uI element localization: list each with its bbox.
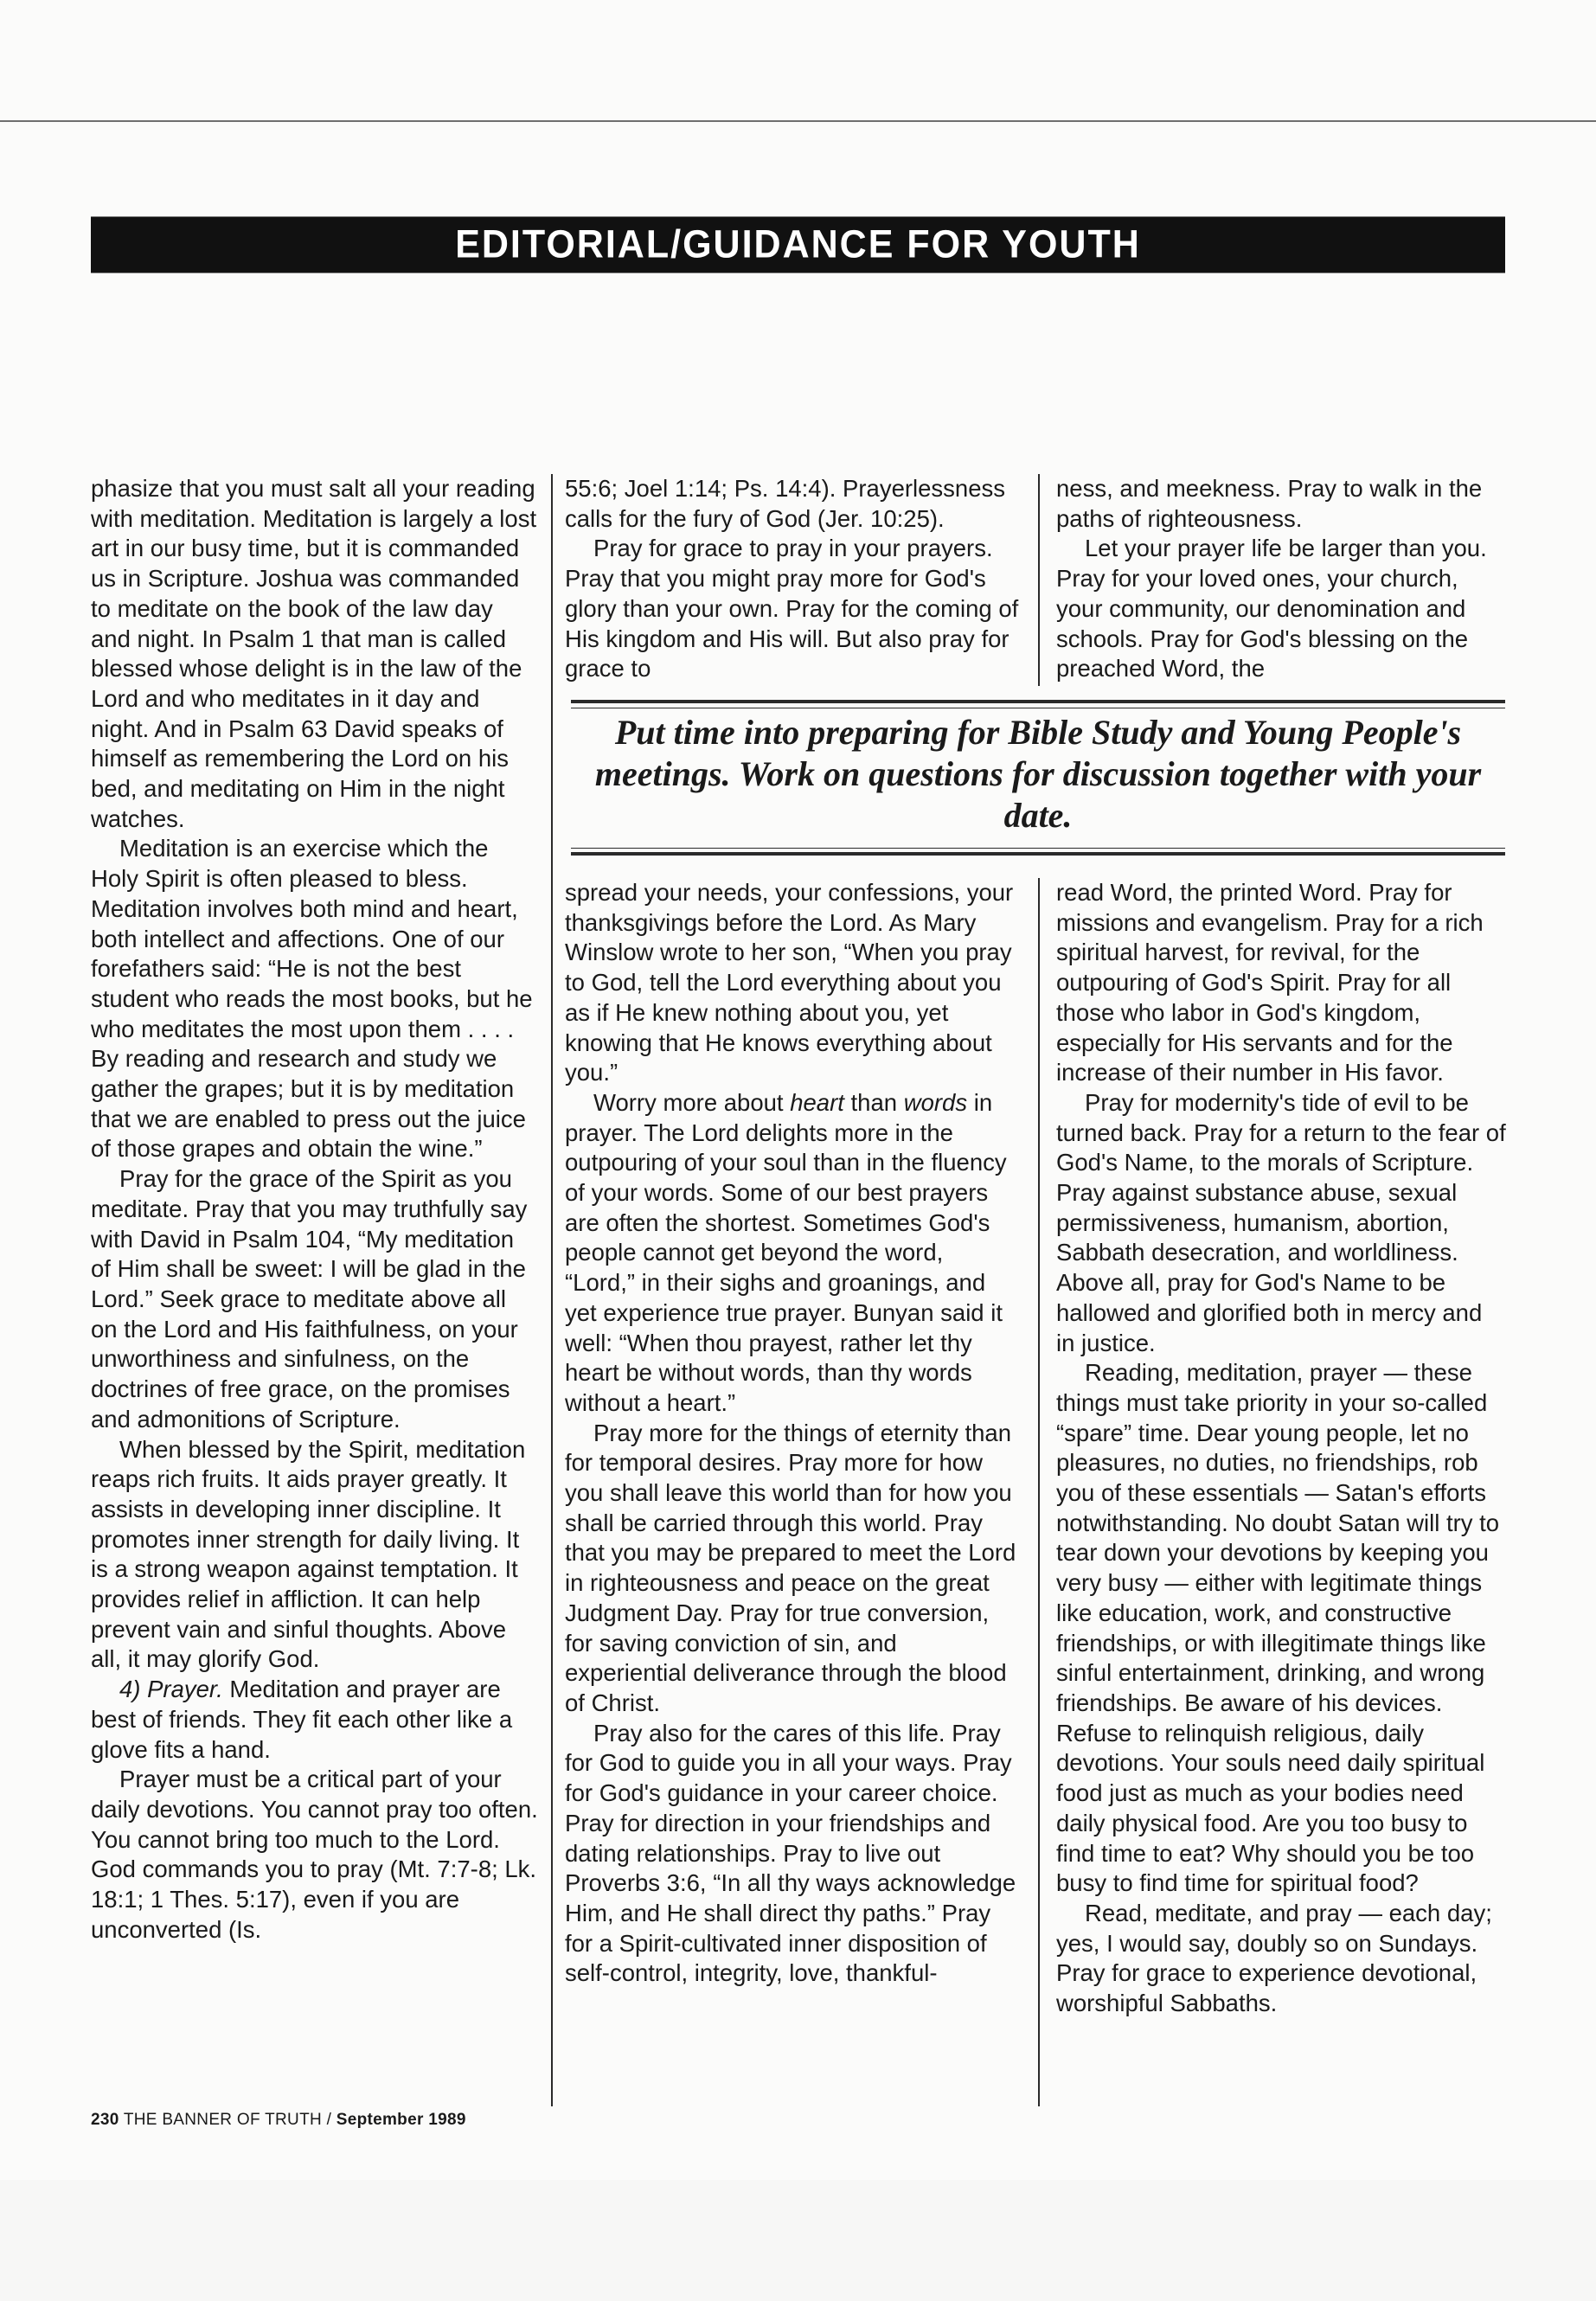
publication-name: THE BANNER OF TRUTH / [123,2111,332,2129]
issue-date: September 1989 [336,2111,466,2129]
paragraph-text: Worry more about [593,1088,791,1116]
paragraph-text: than [843,1088,904,1116]
paragraph: Read, meditate, and pray — each day; yes, I would say, doubly so on Sundays. Pray for grace to experience devotional, worshipful Sabbaths. [1056,1899,1492,2017]
article-column-2-bottom [565,878,1019,1989]
emphasis: words [903,1088,968,1116]
column-divider [1038,878,1040,2106]
column-divider [1038,474,1040,686]
page-number: 230 [91,2111,119,2129]
paragraph: phasize that you must salt all your reading with meditation. Meditation is largely a lost art in our busy time, but it is commanded us in Scripture. Joshua was commanded to meditate on the book of the law day and night. In Psalm 1 that man is called blessed whose delight is in the law of the Lord and who meditates in it day and night. And in Psalm 63 David speaks of himself as remembering the Lord on his bed, and meditating on Him in the night watches. [91,475,537,832]
paragraph: 55:6; Joel 1:14; Ps. 14:4). Prayerlessness calls for the fury of God (Jer. 10:25). [565,475,1006,532]
paragraph [91,1675,539,1765]
article-column-2-top [565,474,1019,684]
paragraph-text: in prayer. The Lord delights more in the outpouring of your soul than in the fluency of your words. Some of our best prayers are often the shortest. Sometimes God's people cannot get beyond the word, “Lord,” in their sighs and groanings, and yet experience true prayer. Bunyan said it well: “When thou prayest, rather let thy heart be without words, than thy words without a heart.” [565,1088,1007,1416]
paragraph: Meditation is an exercise which the Holy Spirit is often pleased to bless. Meditation involves both mind and heart, both intellect and affections. One of our forefathers said: “He is not the best student who reads the most books, but he who meditates the most upon them . . . . By reading and research and study we gather the grapes; but it is by meditation that we are enabled to press out the juice of those grapes and obtain the wine.” [91,835,533,1163]
banner-title: EDITORIAL/GUIDANCE FOR YOUTH [455,222,1141,266]
article-column-3-top [1056,474,1506,684]
section-banner [91,216,1505,272]
paragraph-text: Meditation and prayer are best of friends. They fit each other like a glove fits a hand. [91,1676,513,1763]
pull-quote: Put time into preparing for Bible Study and Young People's meetings. Work on questions for discussion together with your date. [594,713,1482,835]
paragraph-label: 4) Prayer. [119,1676,223,1703]
paragraph: read Word, the printed Word. Pray for missions and evangelism. Pray for a rich spiritual harvest, for revival, for the outpouring of God's Spirit. Pray for all those who labor in God's kingdom, especially for His servants and for the increase of their number in His favor. [1056,879,1484,1086]
pull-quote-rule [571,700,1505,703]
paragraph [565,1088,1019,1419]
pull-quote-rule [571,848,1505,849]
paragraph: Pray more for the things of eternity than for temporal desires. Pray more for how you shall leave this world than for how you shall be carried through this world. Pray that you may be prepared to meet the Lord in righteousness and peace on the great Judgment Day. Pray for true conversion, for saving conviction of sin, and experiential deliverance through the blood of Christ. [565,1419,1016,1716]
paragraph: Pray for modernity's tide of evil to be turned back. Pray for a return to the fear of God's Name, to the morals of Scripture. Pray against substance abuse, sexual permissiveness, humanism, abortion, Sabbath desecration, and worldliness. Above all, pray for God's Name to be hallowed and glorified both in mercy and in justice. [1056,1088,1506,1356]
page-top-edge [0,120,1596,122]
paragraph: Let your prayer life be larger than you. Pray for your loved ones, your church, your community, our denomination and schools. Pray for God's blessing on the preached Word, the [1056,535,1487,683]
article-column-3-bottom [1056,878,1506,2019]
paragraph: Pray for the grace of the Spirit as you meditate. Pray that you may truthfully say with David in Psalm 104, “My meditation of Him shall be sweet: I will be glad in the Lord.” Seek grace to meditate above all on the Lord and His faithfulness, on your unworthiness and sinfulness, on the doctrines of free grace, on the promises and admonitions of Scripture. [91,1165,528,1433]
paragraph: Prayer must be a critical part of your daily devotions. You cannot pray too often. You cannot bring too much to the Lord. God commands you to pray (Mt. 7:7-8; Lk. 18:1; 1 Thes. 5:17), even if you are unconverted (Is. [91,1766,538,1943]
paragraph: When blessed by the Spirit, meditation reaps rich fruits. It aids prayer greatly. It assists in developing inner discipline. It promotes inner strength for daily living. It is a strong weapon against temptation. It provides relief in affliction. It can help prevent vain and sinful thoughts. Above all, it may glorify God. [91,1435,526,1673]
paragraph: spread your needs, your confessions, your thanksgivings before the Lord. As Mary Winslow wrote to her son, “When you pray to God, tell the Lord everything about you as if He knew nothing about you, yet knowing that He knows everything about you.” [565,879,1014,1086]
paragraph: Reading, meditation, prayer — these things must take priority in your so-called “spare” time. Dear young people, let no pleasures, no duties, no friendships, rob you of these essentials — Satan's efforts notwithstanding. No doubt Satan will try to tear down your devotions by keeping you very busy — either with legitimate things like education, work, and constructive friendships, or with illegitimate things like sinful entertainment, drinking, and wrong friendships. Be aware of his devices. Refuse to relinquish religious, daily devotions. Your souls need daily spiritual food just as much as your bodies need daily physical food. Are you too busy to find time to eat? Why should you be too busy to find time for spiritual food? [1056,1359,1500,1897]
column-divider [551,474,553,2106]
paragraph: Pray for grace to pray in your prayers. Pray that you might pray more for God's glory than your own. Pray for the coming of His kingdom and His will. But also pray for grace to [565,535,1019,683]
emphasis: heart [790,1088,844,1116]
page-footer [91,2111,466,2130]
page-bottom-margin [0,2180,1596,2301]
paragraph: ness, and meekness. Pray to walk in the paths of righteousness. [1056,475,1483,532]
pull-quote-rule [571,852,1505,856]
paragraph: Pray also for the cares of this life. Pray for God to guide you in all your ways. Pray for God's guidance in your career choice. Pray for direction in your friendships and dating relationships. Pray to live out Proverbs 3:6, “In all thy ways acknowledge Him, and He shall direct thy paths.” Pray for a Spirit-cultivated inner disposition of self-control, integrity, love, thankful- [565,1719,1016,1987]
article-column-1 [91,474,539,1945]
